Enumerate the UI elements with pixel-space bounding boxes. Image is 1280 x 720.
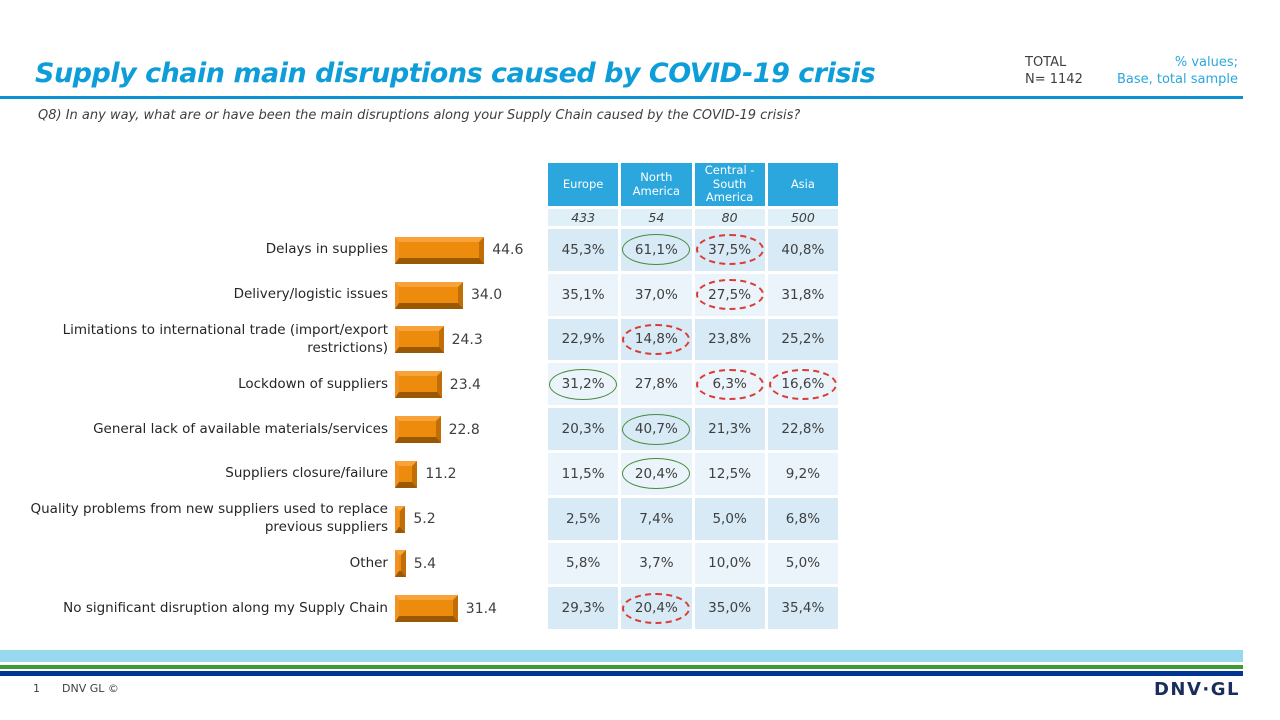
chart-row [0, 498, 548, 541]
table-cell-value: 2,5% [565, 510, 601, 527]
values-note-block [1117, 54, 1238, 88]
chart-category-label: Suppliers closure/failure [225, 465, 388, 482]
table-cell [548, 453, 618, 495]
highlight-ellipse-red [622, 324, 690, 355]
table-cell-value: 22,8% [781, 421, 825, 438]
chart-bar-wrap [395, 461, 457, 488]
chart-bar-wrap [395, 237, 523, 264]
table-cell-value: 10,0% [708, 555, 752, 572]
highlight-ellipse-green [622, 458, 690, 489]
chart-category-label: Quality problems from new suppliers used to replace previous suppliers [30, 501, 388, 536]
table-cell [695, 498, 765, 540]
chart-bar [395, 237, 484, 264]
table-cell-value: 5,0% [785, 555, 821, 572]
table-row [548, 319, 838, 361]
table-cell [548, 274, 618, 316]
table-cell-value: 31,8% [781, 286, 825, 303]
table-row [548, 274, 838, 316]
chart-bar-value: 11.2 [425, 466, 457, 483]
chart-bar-value: 34.0 [471, 287, 503, 304]
table-cell [695, 274, 765, 316]
values-note-line1: % values; [1174, 55, 1238, 70]
region-breakdown-table [548, 163, 838, 629]
table-cell-value: 27,8% [634, 376, 678, 393]
table-cell-value: 29,3% [561, 600, 605, 617]
chart-category-label: Delays in supplies [265, 241, 388, 258]
chart-bar-value: 44.6 [492, 242, 524, 259]
table-cell [695, 543, 765, 585]
table-row [548, 408, 838, 450]
table-cell [695, 319, 765, 361]
table-cell [548, 229, 618, 271]
chart-bar-wrap [395, 550, 436, 577]
chart-bar [395, 416, 441, 443]
table-header-cell: North America [621, 163, 691, 206]
table-cell-value: 20,3% [561, 421, 605, 438]
table-cell-value: 11,5% [561, 465, 605, 482]
chart-row [0, 543, 548, 586]
table-cell [621, 319, 691, 361]
chart-category-label: General lack of available materials/services [93, 420, 388, 437]
table-cell [621, 498, 691, 540]
chart-bar [395, 595, 458, 622]
table-cell [768, 453, 838, 495]
table-cell-value: 20,4% [634, 600, 678, 617]
highlight-ellipse-red [696, 369, 764, 400]
chart-row [0, 587, 548, 630]
table-base-cell: 80 [695, 209, 765, 226]
table-cell [695, 229, 765, 271]
chart-bar-wrap [395, 506, 436, 533]
table-cell [548, 408, 618, 450]
chart-bar [395, 282, 463, 309]
total-sample-block [1025, 54, 1083, 88]
table-row [548, 543, 838, 585]
chart-bar [395, 371, 442, 398]
table-cell-value: 45,3% [561, 241, 605, 258]
table-cell [695, 453, 765, 495]
table-cell-value: 40,7% [634, 421, 678, 438]
page-number: 1 [33, 682, 40, 695]
highlight-ellipse-red [769, 369, 837, 400]
table-cell-value: 9,2% [785, 465, 821, 482]
chart-category-label: Delivery/logistic issues [233, 286, 388, 303]
table-cell [695, 363, 765, 405]
chart-category-label: Limitations to international trade (import/export restrictions) [62, 322, 388, 356]
chart-bar-value: 5.2 [413, 511, 436, 528]
table-base-cell: 500 [768, 209, 838, 226]
chart-row [0, 363, 548, 406]
table-cell-value: 31,2% [561, 376, 605, 393]
table-cell-value: 16,6% [781, 376, 825, 393]
table-cell-value: 7,4% [639, 510, 674, 527]
chart-bar [395, 550, 406, 577]
chart-row [0, 229, 548, 272]
table-header-cell: Central - South America [695, 163, 765, 206]
table-cell [548, 587, 618, 629]
table-cell-value: 40,8% [781, 241, 825, 258]
chart-row [0, 274, 548, 317]
chart-bar-value: 31.4 [465, 600, 497, 617]
table-cell [621, 587, 691, 629]
chart-bar [395, 506, 405, 533]
footer-stripe-green [0, 665, 1243, 669]
chart-row [0, 408, 548, 451]
total-label: TOTAL [1025, 55, 1067, 70]
bar-chart [0, 229, 548, 639]
chart-bar-value: 23.4 [449, 376, 481, 393]
table-cell [768, 408, 838, 450]
chart-category-label: Other [349, 555, 388, 572]
table-cell-value: 12,5% [708, 465, 752, 482]
table-cell-value: 14,8% [634, 331, 678, 348]
total-n-value: N= 1142 [1025, 72, 1083, 87]
table-cell-value: 27,5% [708, 286, 752, 303]
dnv-gl-logo: DNV·GL [1153, 679, 1240, 700]
table-cell-value: 22,9% [561, 331, 605, 348]
table-cell [621, 229, 691, 271]
chart-bar-wrap [395, 371, 481, 398]
table-cell [768, 587, 838, 629]
values-note-line2: Base, total sample [1116, 72, 1238, 87]
table-row [548, 498, 838, 540]
table-row [548, 229, 838, 271]
table-cell [768, 319, 838, 361]
survey-question: Q8) In any way, what are or have been the main disruptions along your Supply Chain caused by the COVID-19 crisis? [38, 108, 801, 123]
table-cell [548, 498, 618, 540]
table-cell [548, 363, 618, 405]
highlight-ellipse-green [549, 369, 617, 400]
table-cell [548, 319, 618, 361]
title-divider [0, 96, 1243, 99]
table-cell-value: 6,3% [712, 376, 747, 393]
table-cell-value: 37,5% [708, 241, 752, 258]
table-cell-value: 61,1% [634, 241, 678, 258]
highlight-ellipse-red [622, 593, 690, 624]
footer-stripe-skyblue [0, 650, 1243, 662]
table-cell-value: 3,7% [639, 555, 674, 572]
table-cell [621, 453, 691, 495]
table-cell-value: 35,1% [561, 286, 605, 303]
table-base-cell: 433 [548, 209, 618, 226]
table-row [548, 363, 838, 405]
table-cell [768, 498, 838, 540]
highlight-ellipse-green [622, 414, 690, 445]
chart-bar-value: 24.3 [451, 331, 483, 348]
table-cell [768, 274, 838, 316]
chart-bar-wrap [395, 326, 483, 353]
footer-stripe-navy [0, 671, 1243, 676]
table-cell-value: 25,2% [781, 331, 825, 348]
highlight-ellipse-green [622, 234, 690, 265]
chart-bar-wrap [395, 416, 480, 443]
chart-bar [395, 461, 417, 488]
table-cell [695, 408, 765, 450]
table-cell [621, 363, 691, 405]
table-row [548, 587, 838, 629]
table-header-cell: Europe [548, 163, 618, 206]
table-cell-value: 6,8% [785, 510, 821, 527]
table-header-cell: Asia [768, 163, 838, 206]
table-body [548, 229, 838, 629]
table-cell [621, 408, 691, 450]
table-cell-value: 35,4% [781, 600, 825, 617]
table-base-cell: 54 [621, 209, 691, 226]
chart-row [0, 319, 548, 362]
table-cell-value: 5,8% [565, 555, 601, 572]
copyright-text: DNV GL © [62, 682, 119, 695]
table-cell [768, 363, 838, 405]
table-cell-value: 23,8% [708, 331, 752, 348]
table-cell-value: 35,0% [708, 600, 752, 617]
chart-bar-wrap [395, 595, 497, 622]
table-base-row [548, 209, 838, 226]
chart-bar [395, 326, 444, 353]
table-cell [695, 587, 765, 629]
chart-category-label: Lockdown of suppliers [238, 375, 388, 392]
chart-bar-value: 22.8 [448, 421, 480, 438]
table-cell [768, 229, 838, 271]
chart-row [0, 453, 548, 496]
page-title: Supply chain main disruptions caused by COVID-19 crisis [35, 58, 876, 89]
chart-bar-value: 5.4 [413, 555, 437, 572]
table-cell-value: 21,3% [708, 421, 752, 438]
chart-bar-wrap [395, 282, 502, 309]
table-cell [621, 543, 691, 585]
table-cell [768, 543, 838, 585]
table-cell-value: 5,0% [712, 510, 747, 527]
table-cell [621, 274, 691, 316]
table-cell-value: 37,0% [634, 286, 678, 303]
table-cell [548, 543, 618, 585]
highlight-ellipse-red [696, 234, 764, 265]
highlight-ellipse-red [696, 279, 764, 310]
chart-category-label: No significant disruption along my Supply Chain [63, 599, 388, 616]
table-cell-value: 20,4% [634, 465, 678, 482]
table-row [548, 453, 838, 495]
table-header-row [548, 163, 838, 206]
